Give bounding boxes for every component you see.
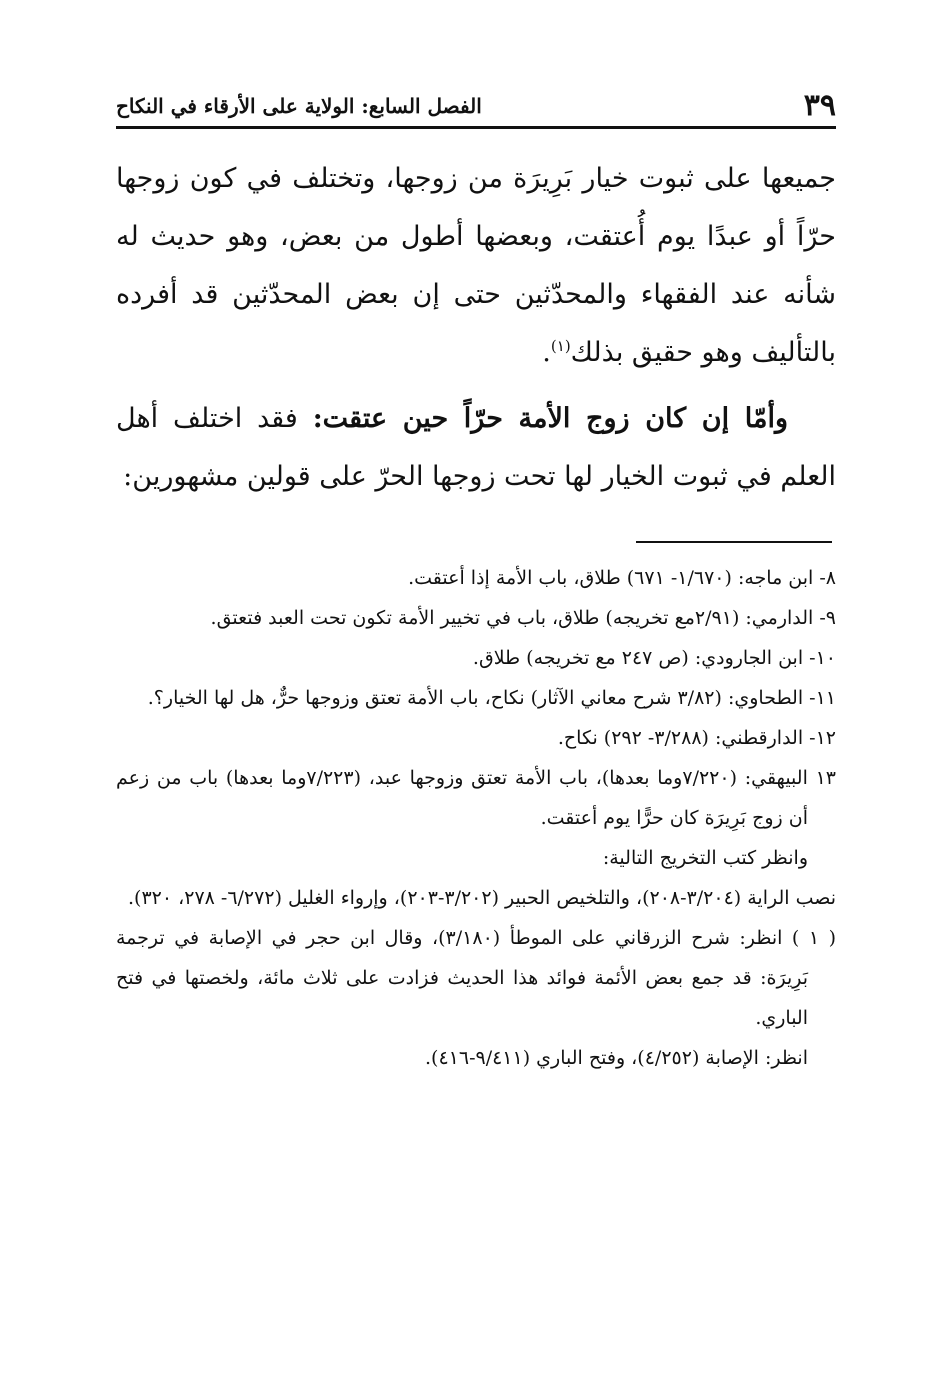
footnote-item-8: ٨- ابن ماجه: (١/٦٧٠- ٦٧١) طلاق، باب الأمة إذا أعتقت. xyxy=(408,567,836,589)
footnote-item-10: ١٠- ابن الجارودي: (ص ٢٤٧ مع تخريجه) طلاق. xyxy=(472,647,836,669)
paragraph-1-end: . xyxy=(542,337,551,368)
footnotes xyxy=(116,558,836,1078)
footnote-item-9: ٩- الدارمي: (٢/٩١مع تخريجه) طلاق، باب في تخيير الأمة تكون تحت العبد فتعتق. xyxy=(210,607,836,629)
paragraph-1-text: جميعها على ثبوت خيار بَرِيرَة من زوجها، وتختلف في كون زوجها حرّاً أو عبدًا يوم أُعتقت، وبعضها أطول من بعض، وهو حديث له شأنه عند الفقهاء والمحدّثين حتى إن بعض المحدّثين قد أفرده بالتأليف وهو حقيق بذلك xyxy=(116,163,836,368)
page-number: ٣٩ xyxy=(803,88,836,123)
footnote-item-12: ١٢- الدارقطني: (٣/٢٨٨- ٢٩٢) نكاح. xyxy=(557,727,836,749)
paragraph-2 xyxy=(116,390,836,506)
footnote-item-13-see: وانظر كتب التخريج التالية: xyxy=(602,847,808,869)
main-text xyxy=(116,150,836,506)
footnote-item-13-refs: نصب الراية (٣/٢٠٤-٢٠٨)، والتلخيص الحبير (٣/٢٠٢-٢٠٣)، وإرواء الغليل (٦/٢٧٢- ٢٧٨، ٣٢٠). xyxy=(127,887,836,909)
running-title: الفصل السابع: الولاية على الأرقاء في النكاح xyxy=(116,94,482,118)
footnote-ref-1[interactable]: (١) xyxy=(550,337,571,355)
footnote-item-11: ١١- الطحاوي: (٣/٨٢ شرح معاني الآثار) نكاح، باب الأمة تعتق وزوجها حرٌّ، هل لها الخيار؟. xyxy=(147,687,836,709)
footnote-1-see: انظر: الإصابة (٤/٢٥٢)، وفتح الباري (٩/٤١١-٤١٦). xyxy=(425,1047,808,1069)
page-header xyxy=(116,86,836,129)
footnote-item-13: ١٣ البيهقي: (٧/٢٢٠وما بعدها)، باب الأمة تعتق وزوجها عبد، (٧/٢٢٣وما بعدها) باب من زعم أن زوج بَرِيرَة كان حرًّا يوم أعتقت. xyxy=(116,767,836,829)
footnote-separator xyxy=(636,541,832,543)
paragraph-2-text: فقد اختلف أهل العلم في ثبوت الخيار لها تحت زوجها الحرّ على قولين مشهورين: xyxy=(116,403,836,492)
paragraph-2-lead: وأمّا إن كان زوج الأمة حرّاً حين عتقت: xyxy=(312,403,788,434)
paragraph-1 xyxy=(116,150,836,382)
footnote-1: ( ١ ) انظر: شرح الزرقاني على الموطأ (٣/١٨٠)، وقال ابن حجر في الإصابة في ترجمة بَرِيرَة: قد جمع بعض الأئمة فوائد هذا الحديث فزادت على ثلاث مائة، ولخصتها في فتح الباري. xyxy=(116,927,837,1029)
